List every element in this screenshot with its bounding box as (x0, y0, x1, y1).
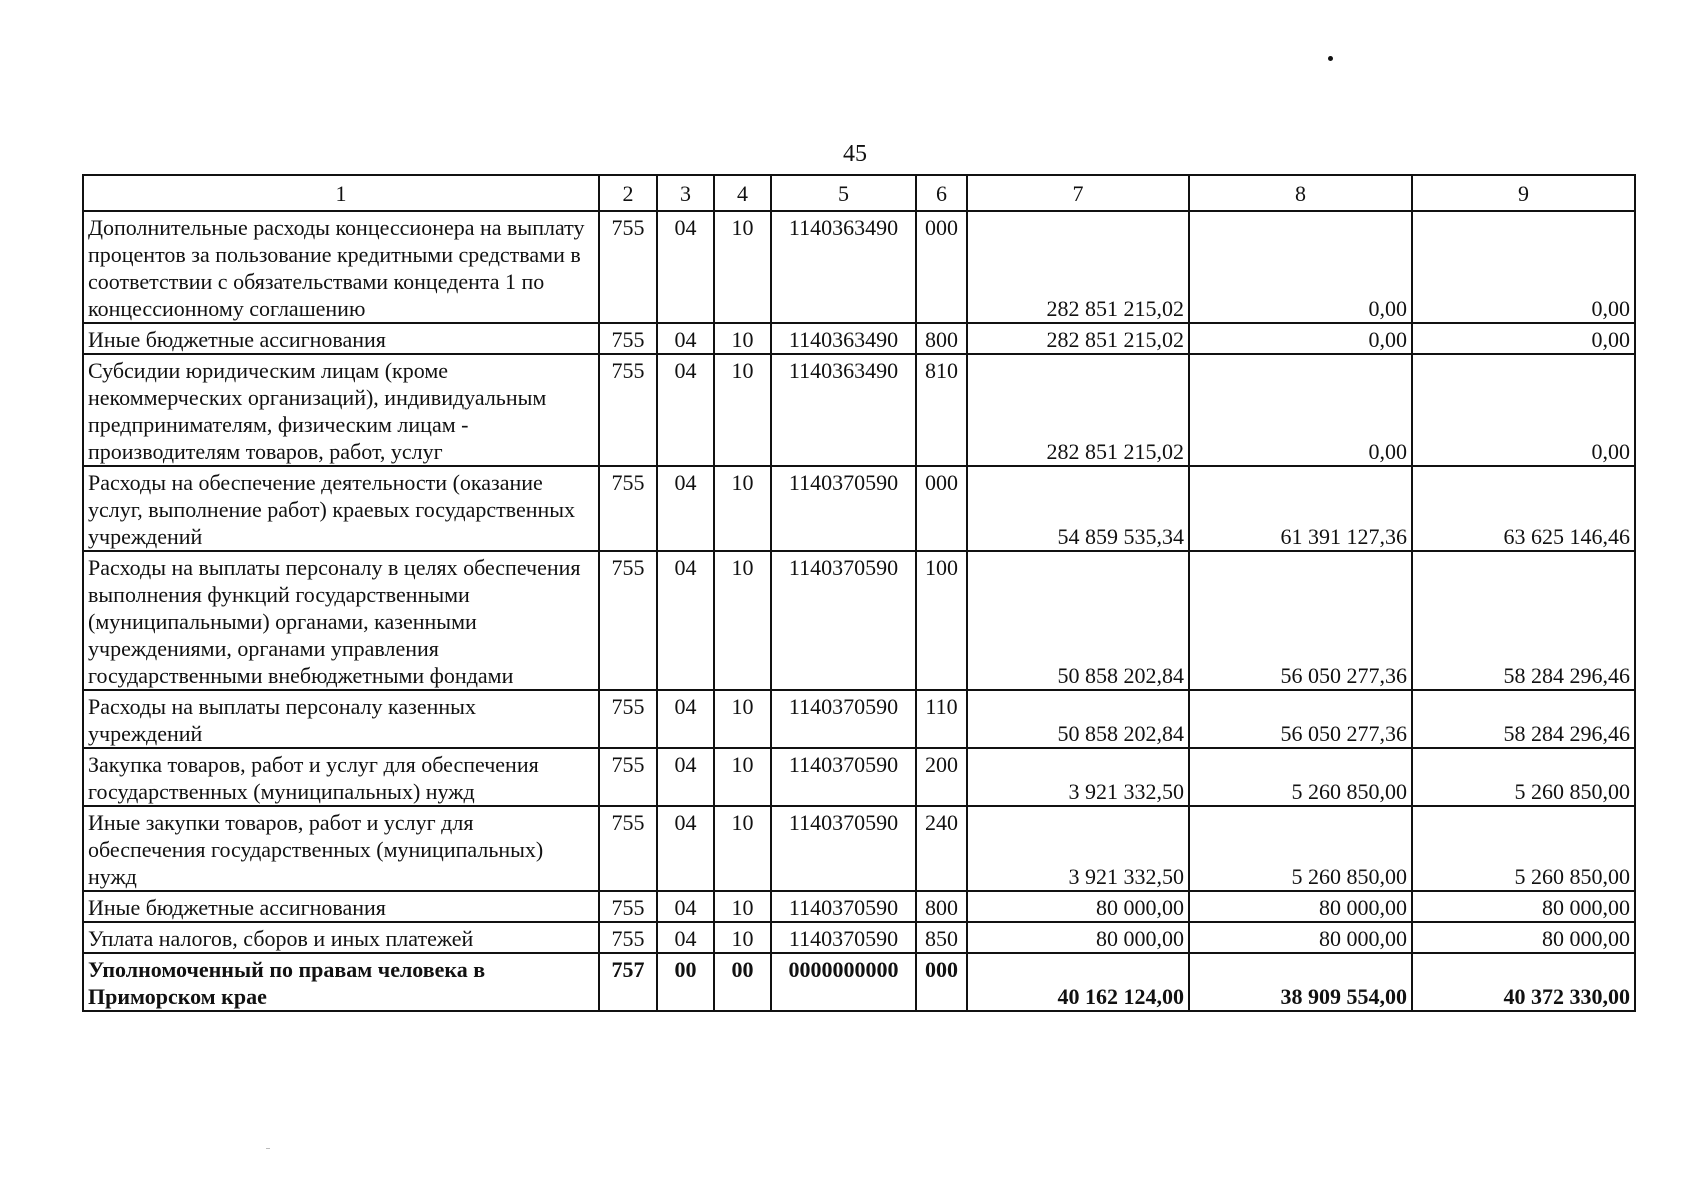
table-row (83, 891, 1635, 922)
row-code-cell: 10 (714, 211, 771, 323)
row-amount-cell: 5 260 850,00 (1412, 806, 1635, 891)
row-code-cell: 240 (916, 806, 967, 891)
table-row (83, 354, 1635, 466)
table-row (83, 323, 1635, 354)
row-amount-cell: 0,00 (1412, 354, 1635, 466)
row-amount-cell: 80 000,00 (1412, 922, 1635, 953)
header-cell: 8 (1189, 175, 1412, 211)
row-code-cell: 755 (599, 690, 657, 748)
row-name-cell: Расходы на выплаты персоналу казенных учреждений (83, 690, 599, 748)
row-name-cell: Расходы на обеспечение деятельности (оказание услуг, выполнение работ) краевых государственных учреждений (83, 466, 599, 551)
table-row (83, 953, 1635, 1011)
table-row (83, 690, 1635, 748)
row-amount-cell: 282 851 215,02 (967, 323, 1189, 354)
row-code-cell: 1140370590 (771, 922, 916, 953)
budget-table (82, 174, 1636, 1012)
row-code-cell: 10 (714, 806, 771, 891)
row-code-cell: 04 (657, 806, 714, 891)
header-cell: 7 (967, 175, 1189, 211)
row-code-cell: 810 (916, 354, 967, 466)
header-cell: 5 (771, 175, 916, 211)
row-code-cell: 04 (657, 323, 714, 354)
row-amount-cell: 56 050 277,36 (1189, 690, 1412, 748)
row-amount-cell: 3 921 332,50 (967, 806, 1189, 891)
row-amount-cell: 50 858 202,84 (967, 690, 1189, 748)
header-cell: 6 (916, 175, 967, 211)
page-number: 45 (843, 141, 867, 167)
row-code-cell: 1140370590 (771, 466, 916, 551)
row-code-cell: 04 (657, 690, 714, 748)
row-code-cell: 110 (916, 690, 967, 748)
row-code-cell: 757 (599, 953, 657, 1011)
row-amount-cell: 40 372 330,00 (1412, 953, 1635, 1011)
row-amount-cell: 63 625 146,46 (1412, 466, 1635, 551)
row-code-cell: 10 (714, 922, 771, 953)
row-code-cell: 00 (657, 953, 714, 1011)
row-code-cell: 1140370590 (771, 891, 916, 922)
row-code-cell: 755 (599, 922, 657, 953)
scan-dot (1328, 56, 1333, 61)
row-code-cell: 800 (916, 323, 967, 354)
row-code-cell: 1140363490 (771, 211, 916, 323)
row-code-cell: 04 (657, 891, 714, 922)
row-code-cell: 755 (599, 748, 657, 806)
row-name-cell: Закупка товаров, работ и услуг для обеспечения государственных (муниципальных) нужд (83, 748, 599, 806)
row-amount-cell: 56 050 277,36 (1189, 551, 1412, 690)
row-amount-cell: 0,00 (1189, 354, 1412, 466)
row-amount-cell: 5 260 850,00 (1189, 748, 1412, 806)
row-code-cell: 755 (599, 551, 657, 690)
row-amount-cell: 0,00 (1412, 323, 1635, 354)
row-name-cell: Иные закупки товаров, работ и услуг для обеспечения государственных (муниципальных) нужд (83, 806, 599, 891)
row-code-cell: 755 (599, 323, 657, 354)
row-amount-cell: 80 000,00 (967, 891, 1189, 922)
row-amount-cell: 40 162 124,00 (967, 953, 1189, 1011)
row-amount-cell: 0,00 (1412, 211, 1635, 323)
table-row (83, 466, 1635, 551)
row-name-cell: Расходы на выплаты персоналу в целях обеспечения выполнения функций государственными (муниципальными) органами, казенными учреждениями, органами управления государственными внебюджетными фондами (83, 551, 599, 690)
row-amount-cell: 61 391 127,36 (1189, 466, 1412, 551)
table-row (83, 551, 1635, 690)
row-amount-cell: 0,00 (1189, 323, 1412, 354)
row-code-cell: 00 (714, 953, 771, 1011)
row-code-cell: 850 (916, 922, 967, 953)
row-code-cell: 1140370590 (771, 551, 916, 690)
row-code-cell: 755 (599, 466, 657, 551)
row-code-cell: 1140370590 (771, 748, 916, 806)
header-cell: 2 (599, 175, 657, 211)
header-cell: 4 (714, 175, 771, 211)
row-amount-cell: 80 000,00 (1189, 891, 1412, 922)
row-code-cell: 800 (916, 891, 967, 922)
row-amount-cell: 38 909 554,00 (1189, 953, 1412, 1011)
row-code-cell: 10 (714, 354, 771, 466)
row-code-cell: 0000000000 (771, 953, 916, 1011)
header-cell: 3 (657, 175, 714, 211)
row-amount-cell: 80 000,00 (1412, 891, 1635, 922)
row-amount-cell: 80 000,00 (1189, 922, 1412, 953)
row-amount-cell: 3 921 332,50 (967, 748, 1189, 806)
row-code-cell: 1140363490 (771, 354, 916, 466)
row-code-cell: 10 (714, 748, 771, 806)
row-code-cell: 04 (657, 354, 714, 466)
row-code-cell: 04 (657, 211, 714, 323)
row-code-cell: 04 (657, 551, 714, 690)
row-name-cell: Иные бюджетные ассигнования (83, 323, 599, 354)
row-amount-cell: 5 260 850,00 (1189, 806, 1412, 891)
table-row (83, 748, 1635, 806)
row-code-cell: 10 (714, 551, 771, 690)
row-code-cell: 000 (916, 211, 967, 323)
scan-speck (266, 1148, 270, 1149)
row-code-cell: 10 (714, 323, 771, 354)
row-code-cell: 1140363490 (771, 323, 916, 354)
row-code-cell: 755 (599, 891, 657, 922)
row-name-cell: Субсидии юридическим лицам (кроме некоммерческих организаций), индивидуальным предпринимателям, физическим лицам - производителям товаров, работ, услуг (83, 354, 599, 466)
row-name-cell: Уплата налогов, сборов и иных платежей (83, 922, 599, 953)
row-code-cell: 1140370590 (771, 690, 916, 748)
row-code-cell: 100 (916, 551, 967, 690)
row-code-cell: 755 (599, 211, 657, 323)
row-amount-cell: 282 851 215,02 (967, 354, 1189, 466)
header-cell: 9 (1412, 175, 1635, 211)
table-row (83, 211, 1635, 323)
table-row (83, 922, 1635, 953)
row-amount-cell: 0,00 (1189, 211, 1412, 323)
row-code-cell: 04 (657, 922, 714, 953)
row-amount-cell: 58 284 296,46 (1412, 690, 1635, 748)
row-code-cell: 000 (916, 466, 967, 551)
row-amount-cell: 5 260 850,00 (1412, 748, 1635, 806)
row-name-cell: Дополнительные расходы концессионера на выплату процентов за пользование кредитными средствами в соответствии с обязательствами концедента 1 по концессионному соглашению (83, 211, 599, 323)
row-code-cell: 755 (599, 806, 657, 891)
row-code-cell: 1140370590 (771, 806, 916, 891)
row-amount-cell: 80 000,00 (967, 922, 1189, 953)
row-name-cell: Уполномоченный по правам человека в Приморском крае (83, 953, 599, 1011)
row-code-cell: 04 (657, 748, 714, 806)
table-header-row (83, 175, 1635, 211)
row-code-cell: 10 (714, 690, 771, 748)
row-code-cell: 10 (714, 891, 771, 922)
row-code-cell: 200 (916, 748, 967, 806)
row-code-cell: 04 (657, 466, 714, 551)
row-amount-cell: 282 851 215,02 (967, 211, 1189, 323)
row-code-cell: 755 (599, 354, 657, 466)
row-name-cell: Иные бюджетные ассигнования (83, 891, 599, 922)
row-amount-cell: 58 284 296,46 (1412, 551, 1635, 690)
table-row (83, 806, 1635, 891)
row-code-cell: 000 (916, 953, 967, 1011)
row-code-cell: 10 (714, 466, 771, 551)
row-amount-cell: 54 859 535,34 (967, 466, 1189, 551)
header-cell: 1 (83, 175, 599, 211)
row-amount-cell: 50 858 202,84 (967, 551, 1189, 690)
